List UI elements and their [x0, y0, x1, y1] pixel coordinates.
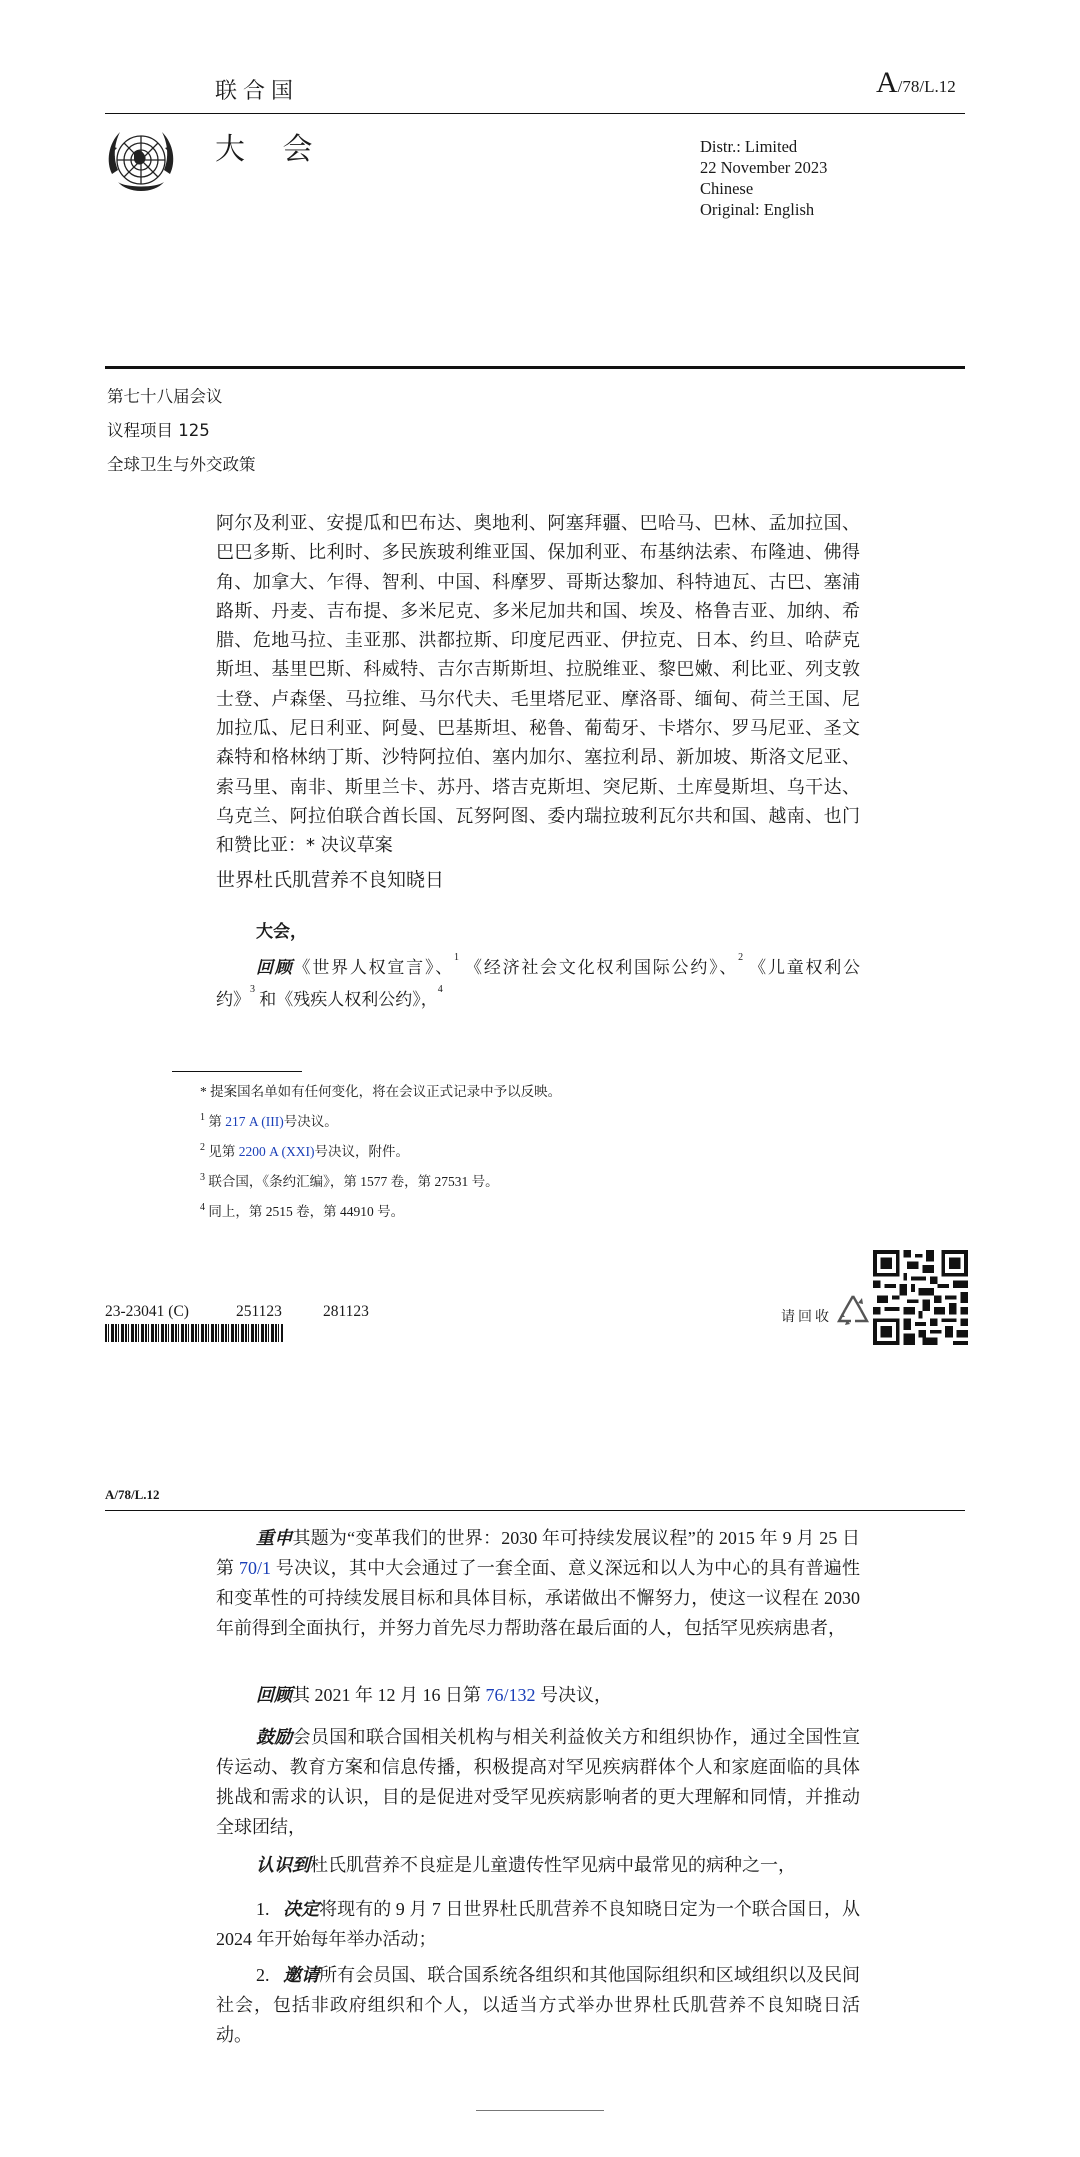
date-code-1: 251123 — [236, 1303, 282, 1320]
recalling-paragraph — [216, 952, 860, 1016]
footnote-1 — [200, 1112, 840, 1132]
footnote-2-prefix: 见第 — [208, 1144, 239, 1159]
op2-number: 2. — [256, 1965, 270, 1985]
symbol-suffix: /78/L.12 — [897, 77, 956, 96]
footnote-star: * 提案国名单如有任何变化，将在会议正式记录中予以反映。 — [200, 1084, 562, 1099]
resolution-link-70-1[interactable]: 70/1 — [239, 1558, 272, 1578]
crpd-title: 和《残疾人权利公约》， — [259, 990, 438, 1009]
end-rule — [476, 2110, 604, 2111]
resolution-link-76-132[interactable]: 76/132 — [485, 1685, 536, 1705]
footnote-separator — [172, 1071, 302, 1072]
recalling-keyword: 回顾 — [256, 958, 294, 977]
preamble-paragraph-4 — [216, 1850, 860, 1880]
preamble-paragraph-1 — [216, 1523, 860, 1643]
distr-line: Distr.: Limited — [700, 137, 798, 156]
recalling-keyword-2: 回顾 — [256, 1685, 292, 1705]
recycle-label: 请回收 — [781, 1309, 832, 1325]
resolution-link-2200A[interactable]: 2200 A (XXI) — [238, 1144, 315, 1159]
p3-text: 会员国和联合国相关机构与相关利益攸关方和组织协作，通过全国性宣传运动、教育方案和信息传播，积极提高对罕见疾病群体个人和家庭面临的具体挑战和需求的认识，目的是促进对受罕见疾病影响者的更大理解和同情，并推动全球团结， — [216, 1727, 860, 1837]
original-line: Original: English — [700, 200, 815, 219]
reaffirming-keyword: 重申 — [256, 1528, 293, 1548]
footnote-ref-2: 2 — [738, 952, 744, 963]
language-line: Chinese — [700, 179, 754, 198]
job-number: 23-23041 (C) — [105, 1303, 189, 1320]
qr-code-icon — [873, 1250, 968, 1345]
p1-text-a: 其题为“变革我们的世界：2030 年可持续发展议程”的 2015 年 9 月 25 日第 — [216, 1528, 861, 1578]
footnote-1-prefix: 第 — [208, 1114, 226, 1129]
footnote-2 — [200, 1142, 840, 1162]
footnote-2-marker: 2 — [200, 1142, 205, 1153]
header-thick-rule — [105, 366, 965, 369]
icescr-title: 《经济社会文化权利国际公约》、 — [465, 958, 739, 977]
agenda-item: 议程项目 125 — [107, 421, 210, 440]
footnote-1-suffix: 号决议。 — [283, 1114, 338, 1129]
assembly-line: 大会， — [256, 922, 307, 941]
footnotes — [200, 1082, 840, 1222]
sponsor-note-star: * — [306, 835, 315, 857]
header-top-rule — [105, 113, 965, 114]
session-block — [107, 380, 256, 482]
footnote-3-marker: 3 — [200, 1172, 205, 1183]
resolution-title: 世界杜氏肌营养不良知晓日 — [216, 869, 445, 891]
sponsors-paragraph — [216, 509, 860, 861]
p4-text: 杜氏肌营养不良症是儿童遗传性罕见病中最常见的病种之一， — [310, 1855, 796, 1875]
p2-text-b: 号决议， — [535, 1685, 613, 1705]
date-code-2: 281123 — [323, 1303, 369, 1320]
op1-text: 将现有的 9 月 7 日世界杜氏肌营养不良知晓日定为一个联合国日，从 2024 年开始每年举办活动； — [216, 1899, 861, 1949]
footnote-3-text: 联合国，《条约汇编》，第 1577 卷，第 27531 号。 — [208, 1174, 499, 1189]
p2-text-a: 其 2021 年 12 月 16 日第 — [292, 1685, 486, 1705]
document-symbol — [876, 66, 956, 100]
preamble-paragraph-2 — [216, 1680, 860, 1710]
footnote-ref-4: 4 — [437, 984, 443, 995]
operative-paragraph-2 — [216, 1960, 860, 2050]
sponsor-list: 阿尔及利亚、安提瓜和巴布达、奥地利、阿塞拜疆、巴哈马、巴林、孟加拉国、巴巴多斯、比利时、多民族玻利维亚国、保加利亚、布基纳法索、布隆迪、佛得角、加拿大、乍得、智利、中国、科摩罗、哥斯达黎加、科特迪瓦、古巴、塞浦路斯、丹麦、吉布提、多米尼克、多米尼加共和国、埃及、格鲁吉亚、加纳、希腊、危地马拉、圭亚那、洪都拉斯、印度尼西亚、伊拉克、日本、约旦、哈萨克斯坦、基里巴斯、科威特、吉尔吉斯斯坦、拉脱维亚、黎巴嫩、利比亚、列支敦士登、卢森堡、马拉维、马尔代夫、毛里塔尼亚、摩洛哥、缅甸、荷兰王国、尼加拉瓜、尼日利亚、阿曼、巴基斯坦、秘鲁、葡萄牙、卡塔尔、罗马尼亚、圣文森特和格林纳丁斯、沙特阿拉伯、塞内加尔、塞拉利昂、新加坡、斯洛文尼亚、索马里、南非、斯里兰卡、苏丹、塔吉克斯坦、突尼斯、土库曼斯坦、乌干达、乌克兰、阿拉伯联合酋长国、瓦努阿图、委内瑞拉玻利瓦尔共和国、越南、也门和赞比亚： — [216, 513, 860, 857]
page2-header-rule — [105, 1510, 965, 1511]
invites-keyword: 邀请 — [283, 1965, 320, 1985]
org-name: 联合国 — [215, 79, 300, 104]
operative-paragraph-1 — [216, 1894, 860, 1954]
op1-number: 1. — [256, 1899, 270, 1919]
distribution-block — [700, 136, 827, 220]
recognizing-keyword: 认识到 — [256, 1855, 310, 1875]
footnote-1-marker: 1 — [200, 1112, 205, 1123]
symbol-letter: A — [876, 66, 898, 99]
footnote-4 — [200, 1202, 840, 1222]
footnote-ref-1: 1 — [454, 952, 460, 963]
barcode-icon — [105, 1324, 283, 1342]
session-number: 第七十八届会议 — [107, 387, 223, 406]
un-emblem-icon — [104, 122, 178, 206]
agenda-title: 全球卫生与外交政策 — [107, 455, 256, 474]
draft-resolution-label: 决议草案 — [320, 835, 393, 857]
decides-keyword: 决定 — [283, 1899, 320, 1919]
recycle-icon — [833, 1290, 873, 1330]
footnote-ref-3: 3 — [250, 984, 255, 995]
page2-header-symbol: A/78/L.12 — [105, 1487, 160, 1502]
footnote-4-marker: 4 — [200, 1202, 205, 1213]
organ-name: 大 会 — [215, 132, 327, 167]
udhr-title: 《世界人权宣言》、 — [293, 958, 455, 977]
footnote-4-text: 同上，第 2515 卷，第 44910 号。 — [208, 1204, 405, 1219]
resolution-link-217A[interactable]: 217 A (III) — [225, 1114, 284, 1129]
crc-title-part1: 《儿童权利公 — [749, 958, 861, 977]
footnote-2-suffix: 号决议，附件。 — [314, 1144, 409, 1159]
p1-text-b: 号决议，其中大会通过了一套全面、意义深远和以人为中心的具有普遍性和变革性的可持续发展目标和具体目标，承诺做出不懈努力，使这一议程在 2030 年前得到全面执行，并努力首先尽力帮助落在最后面的人，包括罕见疾病患者， — [216, 1558, 860, 1638]
preamble-paragraph-3 — [216, 1722, 860, 1842]
date-line: 22 November 2023 — [700, 158, 828, 177]
footnote-3 — [200, 1172, 840, 1192]
encouraging-keyword: 鼓励 — [256, 1727, 293, 1747]
op2-text: 所有会员国、联合国系统各组织和其他国际组织和区域组织以及民间社会，包括非政府组织和个人，以适当方式举办世界杜氏肌营养不良知晓日活动。 — [216, 1965, 861, 2045]
crc-title-part2: 约》 — [216, 990, 250, 1009]
